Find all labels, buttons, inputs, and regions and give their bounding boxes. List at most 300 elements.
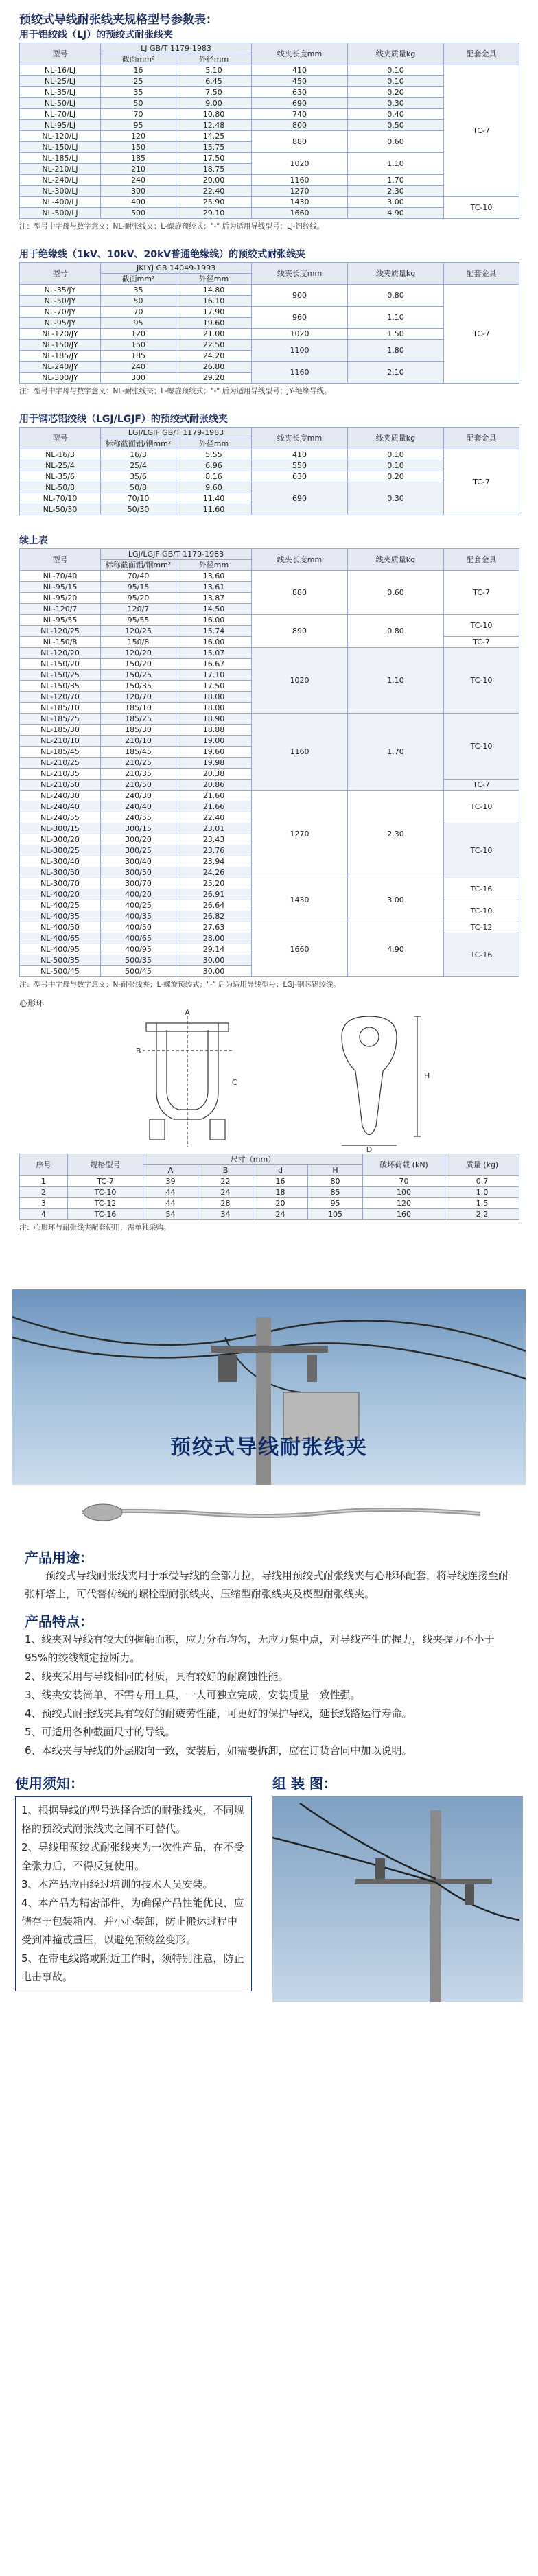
cell-length: 550 xyxy=(252,460,348,471)
cell-section: 185 xyxy=(101,153,176,164)
cell-a: 44 xyxy=(143,1187,198,1198)
cell-model: NL-400/25 xyxy=(20,900,101,911)
th-mass: 质量 (kg) xyxy=(445,1154,519,1176)
cell-diameter: 26.91 xyxy=(176,889,252,900)
cell-model: NL-16/3 xyxy=(20,449,101,460)
cell-model: NL-500/45 xyxy=(20,966,101,977)
cell-mass: 0.10 xyxy=(348,460,444,471)
cell-mass: 0.20 xyxy=(348,87,444,98)
cell-model: NL-120/70 xyxy=(20,692,101,703)
cell-index: 2 xyxy=(20,1187,68,1198)
list-item: 3、本产品应由经过培训的技术人员安装。 xyxy=(21,1878,213,1890)
cell-section: 50 xyxy=(101,296,176,307)
cell-model: NL-50/30 xyxy=(20,504,101,515)
product-strip xyxy=(0,1485,538,1547)
cell-diameter: 29.10 xyxy=(176,208,252,219)
cell-length: 1160 xyxy=(252,714,348,791)
cell-section: 500 xyxy=(101,208,176,219)
table4 xyxy=(19,548,519,977)
cell-model: NL-300/LJ xyxy=(20,186,101,197)
cell-diameter: 19.98 xyxy=(176,758,252,769)
cell-model: NL-300/50 xyxy=(20,867,101,878)
cell-diameter: 10.80 xyxy=(176,109,252,120)
cell-diameter: 14.50 xyxy=(176,604,252,615)
cell-section: 70 xyxy=(101,109,176,120)
cell-section: 400/50 xyxy=(101,922,176,933)
cell-section: 150 xyxy=(101,142,176,153)
cell-length: 410 xyxy=(252,449,348,460)
cell-section: 95/55 xyxy=(101,615,176,626)
cell-diameter: 6.45 xyxy=(176,76,252,87)
cell-h: 85 xyxy=(308,1187,363,1198)
cell-diameter: 23.43 xyxy=(176,834,252,845)
th-section: 标称截面铝/钢mm² xyxy=(101,560,176,571)
cell-diameter: 17.50 xyxy=(176,153,252,164)
cell-length: 690 xyxy=(252,482,348,515)
th-dim-a: A xyxy=(143,1165,198,1176)
cell-section: 210/10 xyxy=(101,736,176,747)
cell-fitting: TC-10 xyxy=(444,648,519,714)
th-diameter: 外径mm xyxy=(176,438,252,449)
list-item: 5、在带电线路或附近工作时，须特别注意，防止电击事故。 xyxy=(21,1952,244,1983)
ring-label: 心形环 xyxy=(19,998,45,1008)
th-diameter: 外径mm xyxy=(176,54,252,65)
cell-model: TC-12 xyxy=(68,1198,143,1209)
cell-diameter: 19.60 xyxy=(176,747,252,758)
cell-section: 240/55 xyxy=(101,812,176,823)
cell-diameter: 9.60 xyxy=(176,482,252,493)
cell-a: 54 xyxy=(143,1209,198,1220)
cell-model: NL-210/25 xyxy=(20,758,101,769)
cell-model: NL-240/LJ xyxy=(20,175,101,186)
cell-mass: 1.5 xyxy=(445,1198,519,1209)
cell-section: 300/40 xyxy=(101,856,176,867)
list-item: 4、本产品为精密部件，为确保产品性能优良，应储存于包装箱内，并小心装卸，防止搬运过程中受到冲撞或重压，以避免预绞丝变形。 xyxy=(21,1897,244,1946)
cell-model: NL-185/LJ xyxy=(20,153,101,164)
usage-heading: 产品用途： xyxy=(25,1549,93,1566)
cell-section: 300/25 xyxy=(101,845,176,856)
cell-model: NL-150/LJ xyxy=(20,142,101,153)
cell-section: 300/70 xyxy=(101,878,176,889)
cell-model: NL-400/50 xyxy=(20,922,101,933)
cell-diameter: 12.48 xyxy=(176,120,252,131)
cell-length: 450 xyxy=(252,76,348,87)
cell-model: NL-210/LJ xyxy=(20,164,101,175)
cell-model: NL-70/JY xyxy=(20,307,101,318)
cell-mass: 1.50 xyxy=(348,329,444,340)
cell-length: 1430 xyxy=(252,878,348,922)
list-item: 1、线夹对导线有较大的握触面积，应力分布均匀，无应力集中点，对导线产生的握力，线夹握力不小于95%的绞线额定拉断力。 xyxy=(25,1633,495,1664)
cell-model: NL-185/30 xyxy=(20,725,101,736)
cell-mass: 0.10 xyxy=(348,449,444,460)
cell-mass: 4.90 xyxy=(348,922,444,977)
cell-diameter: 21.60 xyxy=(176,791,252,801)
dim-label-c: C xyxy=(232,1078,237,1087)
cell-mass: 2.2 xyxy=(445,1209,519,1220)
cell-model: NL-240/40 xyxy=(20,801,101,812)
cell-section: 35 xyxy=(101,285,176,296)
cell-section: 95/20 xyxy=(101,593,176,604)
cell-length: 880 xyxy=(252,571,348,615)
instructions-heading: 使用须知： xyxy=(15,1775,84,1792)
cell-mass: 0.7 xyxy=(445,1176,519,1187)
cell-model: NL-400/LJ xyxy=(20,197,101,208)
ring-drawing xyxy=(19,1009,519,1154)
cell-fitting: TC-10 xyxy=(444,615,519,637)
cell-model: NL-35/LJ xyxy=(20,87,101,98)
list-item: 6、本线夹与导线的外层股向一致，安装后，如需要拆卸，应在订货合同中加以说明。 xyxy=(25,1744,412,1757)
table2-note: 注：型号中字母与数字意义：NL-耐张线夹；L-螺旋预绞式；"-" 后为适用导线型号；JY-绝缘导线。 xyxy=(19,387,331,395)
cell-model: NL-95/15 xyxy=(20,582,101,593)
table-row xyxy=(20,1176,519,1187)
cell-load: 120 xyxy=(363,1198,445,1209)
table2 xyxy=(19,262,519,384)
cell-section: 50 xyxy=(101,98,176,109)
table4-note: 注：型号中字母与数字意义：N-耐张线夹；L-螺旋预绞式；"-" 后为适用导线型号；LGJ-钢芯铝绞线。 xyxy=(19,981,340,989)
cell-model: NL-120/JY xyxy=(20,329,101,340)
cell-model: NL-400/20 xyxy=(20,889,101,900)
cell-diameter: 29.20 xyxy=(176,373,252,384)
cell-section: 210 xyxy=(101,164,176,175)
cell-length: 960 xyxy=(252,307,348,329)
cell-model: NL-210/10 xyxy=(20,736,101,747)
cell-length: 690 xyxy=(252,98,348,109)
list-item: 2、线夹采用与导线相同的材质，具有较好的耐腐蚀性能。 xyxy=(25,1670,289,1683)
cell-section: 16/3 xyxy=(101,449,176,460)
cell-model: NL-35/JY xyxy=(20,285,101,296)
cell-length: 1430 xyxy=(252,197,348,208)
cell-fitting: TC-7 xyxy=(444,65,519,197)
install-heading: 组 装 图： xyxy=(272,1775,337,1792)
cell-model: NL-300/40 xyxy=(20,856,101,867)
cell-diameter: 25.90 xyxy=(176,197,252,208)
cell-diameter: 30.00 xyxy=(176,966,252,977)
cell-diameter: 14.80 xyxy=(176,285,252,296)
cell-length: 1160 xyxy=(252,175,348,186)
cell-model: NL-120/LJ xyxy=(20,131,101,142)
cell-section: 210/35 xyxy=(101,769,176,780)
cell-diameter: 18.75 xyxy=(176,164,252,175)
cell-diameter: 16.00 xyxy=(176,615,252,626)
cell-section: 185/30 xyxy=(101,725,176,736)
cell-model: NL-120/20 xyxy=(20,648,101,659)
cell-section: 185/10 xyxy=(101,703,176,714)
table1 xyxy=(19,43,519,219)
cell-model: NL-210/50 xyxy=(20,780,101,791)
table-row xyxy=(20,791,519,801)
cell-diameter: 28.00 xyxy=(176,933,252,944)
cell-index: 4 xyxy=(20,1209,68,1220)
cell-fitting: TC-7 xyxy=(444,571,519,615)
th-model: 型号 xyxy=(20,428,101,449)
cell-mass: 0.20 xyxy=(348,471,444,482)
cell-mass: 1.10 xyxy=(348,307,444,329)
cell-section: 185/45 xyxy=(101,747,176,758)
cell-model: NL-16/LJ xyxy=(20,65,101,76)
cell-a: 44 xyxy=(143,1198,198,1209)
list-item: 3、线夹安装简单，不需专用工具，一人可独立完成，安装质量一致性强。 xyxy=(25,1689,361,1701)
cell-diameter: 21.66 xyxy=(176,801,252,812)
cell-model: TC-10 xyxy=(68,1187,143,1198)
table3 xyxy=(19,427,519,515)
cell-model: NL-185/JY xyxy=(20,351,101,362)
cell-d: 16 xyxy=(253,1176,308,1187)
cell-diameter: 15.75 xyxy=(176,142,252,153)
cell-diameter: 11.60 xyxy=(176,504,252,515)
th-model: 规格型号 xyxy=(68,1154,143,1176)
cell-h: 80 xyxy=(308,1176,363,1187)
cell-d: 24 xyxy=(253,1209,308,1220)
cell-h: 95 xyxy=(308,1198,363,1209)
cell-section: 95 xyxy=(101,318,176,329)
cell-mass: 0.10 xyxy=(348,65,444,76)
th-diameter: 外径mm xyxy=(176,274,252,285)
cell-diameter: 14.25 xyxy=(176,131,252,142)
table1-note: 注：型号中字母与数字意义：NL-耐张线夹；L-螺旋预绞式；"-" 后为适用导线型号；LJ-铝绞线。 xyxy=(19,222,325,231)
cell-diameter: 13.61 xyxy=(176,582,252,593)
cell-diameter: 22.40 xyxy=(176,812,252,823)
cell-mass: 2.10 xyxy=(348,362,444,384)
cell-length: 900 xyxy=(252,285,348,307)
cell-diameter: 30.00 xyxy=(176,955,252,966)
cell-fitting: TC-10 xyxy=(444,900,519,922)
cell-section: 185/25 xyxy=(101,714,176,725)
cell-length: 1160 xyxy=(252,362,348,384)
cell-model: NL-120/25 xyxy=(20,626,101,637)
cell-section: 16 xyxy=(101,65,176,76)
install-photo xyxy=(272,1796,523,2002)
cell-section: 25 xyxy=(101,76,176,87)
cell-section: 240 xyxy=(101,362,176,373)
th-std: LJ GB/T 1179-1983 xyxy=(101,43,252,54)
cell-model: NL-185/10 xyxy=(20,703,101,714)
cell-section: 240 xyxy=(101,175,176,186)
cell-mass: 3.00 xyxy=(348,197,444,208)
th-model: 型号 xyxy=(20,43,101,65)
cell-diameter: 16.67 xyxy=(176,659,252,670)
cell-diameter: 21.00 xyxy=(176,329,252,340)
th-std: LGJ/LGJF GB/T 1179-1983 xyxy=(101,549,252,560)
th-fitting: 配套金具 xyxy=(444,43,519,65)
cell-mass: 0.80 xyxy=(348,615,444,648)
th-std: LGJ/LGJF GB/T 1179-1983 xyxy=(101,428,252,438)
th-model: 型号 xyxy=(20,263,101,285)
th-fitting: 配套金具 xyxy=(444,428,519,449)
cell-section: 50/30 xyxy=(101,504,176,515)
cell-diameter: 26.82 xyxy=(176,911,252,922)
th-diameter: 外径mm xyxy=(176,560,252,571)
cell-diameter: 24.20 xyxy=(176,351,252,362)
th-section: 截面mm² xyxy=(101,274,176,285)
list-item: 2、导线用预绞式耐张线夹为一次性产品，在不受全张力后，不得反复使用。 xyxy=(21,1841,244,1872)
cell-model: NL-150/25 xyxy=(20,670,101,681)
cell-diameter: 23.94 xyxy=(176,856,252,867)
cell-model: NL-25/LJ xyxy=(20,76,101,87)
cell-section: 300/50 xyxy=(101,867,176,878)
cell-fitting: TC-16 xyxy=(444,878,519,900)
th-mass: 线夹质量kg xyxy=(348,549,444,571)
cell-mass: 4.90 xyxy=(348,208,444,219)
cell-mass: 3.00 xyxy=(348,878,444,922)
table-row xyxy=(20,922,519,933)
cell-fitting: TC-10 xyxy=(444,197,519,219)
cell-diameter: 23.01 xyxy=(176,823,252,834)
cell-diameter: 5.10 xyxy=(176,65,252,76)
cell-diameter: 20.86 xyxy=(176,780,252,791)
cell-mass: 0.40 xyxy=(348,109,444,120)
table-row xyxy=(20,878,519,889)
cell-fitting: TC-7 xyxy=(444,780,519,791)
th-length: 线夹长度mm xyxy=(252,263,348,285)
cell-length: 1660 xyxy=(252,208,348,219)
cell-model: TC-16 xyxy=(68,1209,143,1220)
cell-diameter: 11.40 xyxy=(176,493,252,504)
th-dim-d: d xyxy=(253,1165,308,1176)
th-load: 破坏荷载 (kN) xyxy=(363,1154,445,1176)
cell-section: 400/95 xyxy=(101,944,176,955)
install-column xyxy=(272,1772,523,2002)
cell-model: TC-7 xyxy=(68,1176,143,1187)
cell-load: 70 xyxy=(363,1176,445,1187)
cell-section: 70 xyxy=(101,307,176,318)
cell-d: 18 xyxy=(253,1187,308,1198)
cell-model: NL-70/40 xyxy=(20,571,101,582)
th-std: JKLYJ GB 14049-1993 xyxy=(101,263,252,274)
table4-title: 续上表 xyxy=(19,535,48,546)
cell-section: 185 xyxy=(101,351,176,362)
th-index: 序号 xyxy=(20,1154,68,1176)
cell-diameter: 17.90 xyxy=(176,307,252,318)
cell-fitting: TC-7 xyxy=(444,637,519,648)
text-section xyxy=(0,1547,538,1760)
table-row xyxy=(20,449,519,460)
list-item: 1、根据导线的型号选择合适的耐张线夹，不同规格的预绞式耐张线夹之间不可替代。 xyxy=(21,1804,244,1835)
cell-section: 150/20 xyxy=(101,659,176,670)
cell-section: 400/35 xyxy=(101,911,176,922)
cell-section: 400/20 xyxy=(101,889,176,900)
table-row xyxy=(20,1187,519,1198)
table-row xyxy=(20,65,519,76)
cell-section: 400/65 xyxy=(101,933,176,944)
cell-length: 890 xyxy=(252,615,348,648)
cell-diameter: 8.16 xyxy=(176,471,252,482)
cell-model: NL-150/20 xyxy=(20,659,101,670)
cell-b: 34 xyxy=(198,1209,253,1220)
th-length: 线夹长度mm xyxy=(252,428,348,449)
dim-label-d: D xyxy=(366,1145,373,1154)
cell-diameter: 13.60 xyxy=(176,571,252,582)
cell-model: NL-300/JY xyxy=(20,373,101,384)
cell-model: NL-70/LJ xyxy=(20,109,101,120)
cell-model: NL-70/10 xyxy=(20,493,101,504)
cell-model: NL-300/70 xyxy=(20,878,101,889)
cell-diameter: 17.10 xyxy=(176,670,252,681)
cell-mass: 0.60 xyxy=(348,571,444,615)
cell-section: 300/15 xyxy=(101,823,176,834)
cell-section: 400/25 xyxy=(101,900,176,911)
cell-length: 880 xyxy=(252,131,348,153)
instructions-box xyxy=(15,1796,252,1991)
cell-model: NL-300/25 xyxy=(20,845,101,856)
cell-diameter: 7.50 xyxy=(176,87,252,98)
cell-b: 28 xyxy=(198,1198,253,1209)
cell-section: 95/15 xyxy=(101,582,176,593)
cell-length: 1100 xyxy=(252,340,348,362)
cell-diameter: 20.38 xyxy=(176,769,252,780)
cell-b: 22 xyxy=(198,1176,253,1187)
cell-length: 1020 xyxy=(252,648,348,714)
features-heading: 产品特点： xyxy=(25,1613,93,1630)
bottom-section xyxy=(0,1772,538,2002)
cell-model: NL-240/55 xyxy=(20,812,101,823)
cell-load: 160 xyxy=(363,1209,445,1220)
table-row xyxy=(20,615,519,626)
th-mass: 线夹质量kg xyxy=(348,428,444,449)
cell-model: NL-95/20 xyxy=(20,593,101,604)
cell-model: NL-400/95 xyxy=(20,944,101,955)
cell-diameter: 22.50 xyxy=(176,340,252,351)
cell-diameter: 6.96 xyxy=(176,460,252,471)
features-list xyxy=(25,1630,513,1760)
table-row xyxy=(20,197,519,208)
cell-b: 24 xyxy=(198,1187,253,1198)
cell-mass: 0.50 xyxy=(348,120,444,131)
cell-diameter: 29.14 xyxy=(176,944,252,955)
cell-section: 210/25 xyxy=(101,758,176,769)
cell-diameter: 25.20 xyxy=(176,878,252,889)
cell-a: 39 xyxy=(143,1176,198,1187)
usage-paragraph: 预绞式导线耐张线夹用于承受导线的全部力拉，导线用预绞式耐张线夹与心形环配套，将导线连接至耐张杆塔上，可代替传统的螺栓型耐张线夹、压缩型耐张线夹及楔型耐张线夹。 xyxy=(25,1569,509,1600)
table-row xyxy=(20,1198,519,1209)
list-item: 4、预绞式耐张线夹具有较好的耐疲劳性能，可更好的保护导线，延长线路运行寿命。 xyxy=(25,1707,412,1720)
cell-fitting: TC-16 xyxy=(444,933,519,977)
cell-mass: 1.70 xyxy=(348,175,444,186)
table-row xyxy=(20,571,519,582)
cell-index: 1 xyxy=(20,1176,68,1187)
th-fitting: 配套金具 xyxy=(444,549,519,571)
cell-mass: 1.0 xyxy=(445,1187,519,1198)
cell-section: 50/8 xyxy=(101,482,176,493)
table-row xyxy=(20,285,519,296)
cell-section: 70/40 xyxy=(101,571,176,582)
cell-mass: 1.10 xyxy=(348,153,444,175)
cell-model: NL-150/35 xyxy=(20,681,101,692)
cell-mass: 2.30 xyxy=(348,186,444,197)
dim-label-h: H xyxy=(424,1071,430,1080)
th-model: 型号 xyxy=(20,549,101,571)
cell-fitting: TC-10 xyxy=(444,714,519,780)
cell-section: 500/45 xyxy=(101,966,176,977)
th-length: 线夹长度mm xyxy=(252,43,348,65)
cell-diameter: 15.74 xyxy=(176,626,252,637)
cell-mass: 0.30 xyxy=(348,98,444,109)
cell-fitting: TC-7 xyxy=(444,285,519,384)
cell-model: NL-150/JY xyxy=(20,340,101,351)
cell-mass: 0.10 xyxy=(348,76,444,87)
cell-model: NL-185/45 xyxy=(20,747,101,758)
cell-section: 120/70 xyxy=(101,692,176,703)
table1-title: 用于铝绞线（LJ）的预绞式耐张线夹 xyxy=(19,30,174,40)
th-section: 截面mm² xyxy=(101,54,176,65)
th-dims: 尺寸（mm） xyxy=(143,1154,363,1165)
cell-diameter: 19.60 xyxy=(176,318,252,329)
cell-fitting: TC-12 xyxy=(444,922,519,933)
cell-diameter: 13.87 xyxy=(176,593,252,604)
list-item: 5、可适用各种截面尺寸的导线。 xyxy=(25,1726,176,1738)
cell-d: 20 xyxy=(253,1198,308,1209)
cell-diameter: 17.50 xyxy=(176,681,252,692)
cell-section: 150/35 xyxy=(101,681,176,692)
